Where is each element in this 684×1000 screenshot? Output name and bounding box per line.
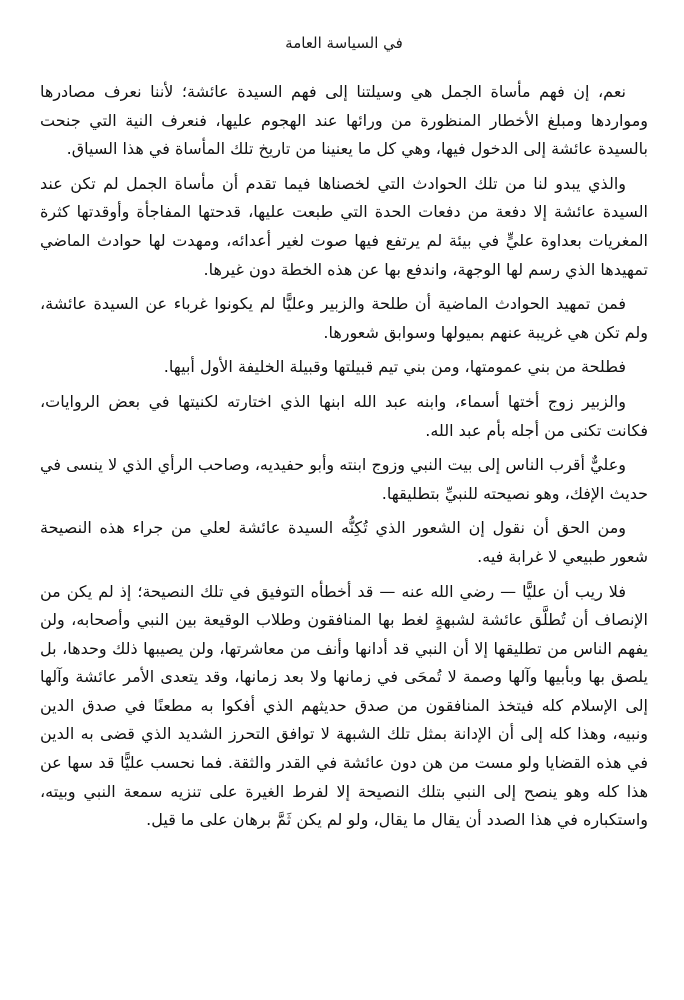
body-text xyxy=(40,78,648,835)
running-header: في السياسة العامة xyxy=(285,34,403,52)
paragraph: فطلحة من بني عمومتها، ومن بني تيم قبيلتها وقبيلة الخليفة الأول أبيها. xyxy=(163,357,626,377)
paragraph: فمن تمهيد الحوادث الماضية أن طلحة والزبير وعليًّا لم يكونوا غرباء عن السيدة عائشة، ولم تكن هي غريبة عنهم بميولها وسوابق شعورها. xyxy=(40,294,648,342)
paragraph: نعم، إن فهم مأساة الجمل هي وسيلتنا إلى فهم السيدة عائشة؛ لأننا نعرف مصادرها ومواردها ومبلغ الأخطار المنظورة من ورائها عند الهجوم عليها، فنعرف النية التي جنحت بالسيدة عائشة إلى الدخول فيها، وهي كل ما يعنينا من تاريخ تلك المأساة في هذا السياق. xyxy=(40,82,648,159)
paragraph: والزبير زوج أختها أسماء، وابنه عبد الله ابنها الذي اختارته لكنيتها في بعض الروايات، فكانت تكنى من أجله بأم عبد الله. xyxy=(40,391,648,440)
paragraph: وعليٌّ أقرب الناس إلى بيت النبي وزوج ابنته وأبو حفيديه، وصاحب الرأي الذي لا ينسى في حديث الإفك، وهو نصيحته للنبيِّ بتطليقها. xyxy=(40,455,648,503)
paragraph: فلا ريب أن عليًّا — رضي الله عنه — قد أخطأه التوفيق في تلك النصيحة؛ إذ لم يكن من الإنصاف أن تُطلَّق عائشة لشبهةٍ لغط بها المنافقون وطلاب الوقيعة بين النبي وأصحابه، ولن يفهم الناس من تطليقها إلا أن النبي قد أدانها وأنف من معاشرتها، ولن يصيبها ذلك وحدها، بل يلصق بها وبأبيها وآلها وصمة لا تُمحَى في زمانها ولا بعد زمانها، وقد يتعدى الأمر عائشة وآلها إلى الإسلام كله فيتخذ المنافقون من صدق حديثهم الذي أفكوا به مطعنًا في صدق الدين ونبيه، وهذا كله إلى أن الإدانة بمثل تلك الشبهة لا توافق التحرز الشديد الذي قضى به الدين في هذه القضايا ولو مست من هن دون عائشة في القدر والثقة. فما نحسب عليًّا قد سها عن هذا كله وهو ينصح إلى النبي بتلك النصيحة إلا لفرط الغيرة على تنزيه سمعة النبي وبيته، واستكباره في هذا الصدد أن يقال ما يقال، ولو لم يكن ثَمَّ برهان على ما قيل. xyxy=(40,581,648,830)
paragraph: والذي يبدو لنا من تلك الحوادث التي لخصناها فيما تقدم أن مأساة الجمل لم تكن عند السيدة عائشة إلا دفعة من دفعات الحدة التي طبعت عليها، قدحتها المفاجأة وأوقدتها كثرة المغريات بعداوة عليٍّ في بيئة لم يرتفع فيها صوت لغير أعدائه، ومهدت لها حوادث الماضي تمهيدها الذي رسم لها الوجهة، واندفع بها عن هذه الخطة دون غيرها. xyxy=(40,173,648,279)
paragraph: ومن الحق أن نقول إن الشعور الذي تُكِنُّه السيدة عائشة لعلي من جراء هذه النصيحة شعور طبيعي لا غرابة فيه. xyxy=(40,518,648,566)
